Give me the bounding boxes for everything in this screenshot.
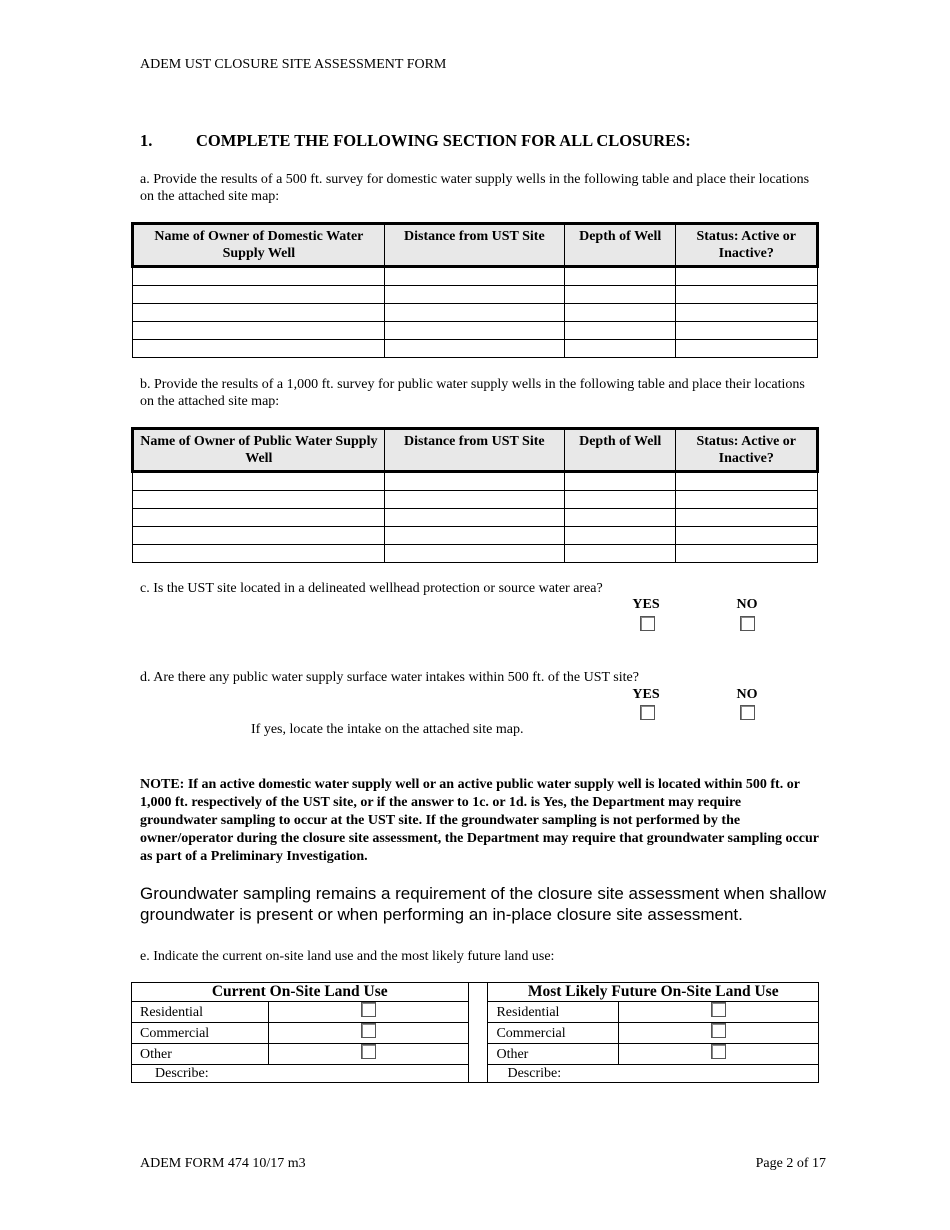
future-land-use-header: Most Likely Future On-Site Land Use: [488, 983, 819, 1002]
question-a: a. Provide the results of a 500 ft. survey for domestic water supply wells in the following table and place their locations on the attached site map:: [140, 172, 810, 204]
question-c: c. Is the UST site located in a delineated wellhead protection or source water area?: [140, 581, 603, 596]
no-label: NO: [736, 687, 758, 702]
table-cell[interactable]: [564, 286, 676, 304]
question-e: e. Indicate the current on-site land use and the most likely future land use:: [140, 949, 555, 964]
table-cell[interactable]: [564, 304, 676, 322]
future-describe-field[interactable]: Describe:: [488, 1065, 819, 1083]
column-header: Status: Active or Inactive?: [676, 429, 818, 472]
section-title: COMPLETE THE FOLLOWING SECTION FOR ALL CLOSURES:: [196, 131, 691, 150]
question-d-no-checkbox[interactable]: [740, 705, 755, 720]
section-heading: [140, 131, 691, 151]
table-cell[interactable]: [564, 491, 676, 509]
table-cell[interactable]: [564, 340, 676, 358]
table-cell[interactable]: [133, 527, 385, 545]
table-cell[interactable]: [133, 545, 385, 563]
table-cell[interactable]: [384, 267, 564, 286]
table-cell[interactable]: [384, 472, 564, 491]
question-d-yes-checkbox[interactable]: [640, 705, 655, 720]
table-cell[interactable]: [676, 286, 818, 304]
table-cell[interactable]: [676, 340, 818, 358]
groundwater-paragraph: Groundwater sampling remains a requirement of the closure site assessment when shallow groundwater is present or when performing an in-place closure site assessment.: [140, 884, 826, 924]
table-cell[interactable]: [133, 472, 385, 491]
table-cell[interactable]: [133, 340, 385, 358]
table-row: [133, 304, 818, 322]
option-label: Commercial: [488, 1023, 619, 1044]
table-cell[interactable]: [564, 527, 676, 545]
table-cell[interactable]: [676, 322, 818, 340]
future-residential-checkbox[interactable]: [711, 1002, 726, 1017]
table-cell[interactable]: [384, 545, 564, 563]
option-label: Other: [132, 1044, 269, 1065]
table-cell[interactable]: [133, 286, 385, 304]
future-commercial-checkbox[interactable]: [711, 1023, 726, 1038]
page-number: Page 2 of 17: [755, 1156, 826, 1171]
column-header: Status: Active or Inactive?: [676, 224, 818, 267]
table-cell[interactable]: [676, 509, 818, 527]
table-cell[interactable]: [133, 491, 385, 509]
table-spacer: [468, 983, 488, 1083]
note-paragraph: NOTE: If an active domestic water supply well or an active public water supply well is located within 500 ft. or 1,000 ft. respectively of the UST site, or if the answer to 1c. or 1d. is Yes, the Department may require groundwater sampling to occur at the UST site. If the groundwater sampling is not performed by the owner/operator during the closure site assessment, the Department may require that groundwater sampling occur as part of a Preliminary Investigation.: [140, 777, 819, 864]
table-cell[interactable]: [384, 304, 564, 322]
question-c-no-checkbox[interactable]: [740, 616, 755, 631]
table-cell[interactable]: [564, 545, 676, 563]
table-cell[interactable]: [384, 509, 564, 527]
land-use-table: [131, 982, 819, 1083]
column-header: Depth of Well: [564, 429, 676, 472]
table-cell[interactable]: [384, 527, 564, 545]
current-residential-checkbox[interactable]: [361, 1002, 376, 1017]
column-header: Depth of Well: [564, 224, 676, 267]
domestic-wells-table: [131, 222, 819, 358]
form-header: ADEM UST CLOSURE SITE ASSESSMENT FORM: [140, 57, 447, 72]
table-row: [133, 527, 818, 545]
no-label: NO: [736, 597, 758, 612]
table-cell[interactable]: [564, 509, 676, 527]
table-cell[interactable]: [676, 472, 818, 491]
question-c-yes-checkbox[interactable]: [640, 616, 655, 631]
table-cell[interactable]: [133, 322, 385, 340]
current-land-use-header: Current On-Site Land Use: [132, 983, 469, 1002]
table-row: [133, 267, 818, 286]
table-cell[interactable]: [133, 267, 385, 286]
table-cell[interactable]: [384, 286, 564, 304]
option-label: Commercial: [132, 1023, 269, 1044]
question-d: d. Are there any public water supply surface water intakes within 500 ft. of the UST site?: [140, 670, 639, 685]
future-other-checkbox[interactable]: [711, 1044, 726, 1059]
table-row: [133, 340, 818, 358]
current-describe-field[interactable]: Describe:: [132, 1065, 469, 1083]
intake-instruction: If yes, locate the intake on the attached site map.: [251, 722, 524, 737]
section-number: 1.: [140, 131, 153, 150]
table-cell[interactable]: [384, 322, 564, 340]
column-header: Distance from UST Site: [384, 224, 564, 267]
column-header: Name of Owner of Public Water Supply Well: [133, 429, 385, 472]
table-row: [133, 286, 818, 304]
option-label: Residential: [132, 1002, 269, 1023]
column-header: Distance from UST Site: [384, 429, 564, 472]
table-row: [133, 509, 818, 527]
table-cell[interactable]: [384, 491, 564, 509]
yes-label: YES: [632, 597, 660, 612]
option-label: Residential: [488, 1002, 619, 1023]
table-cell[interactable]: [384, 340, 564, 358]
column-header: Name of Owner of Domestic Water Supply Well: [133, 224, 385, 267]
current-other-checkbox[interactable]: [361, 1044, 376, 1059]
table-cell[interactable]: [676, 267, 818, 286]
table-row: [133, 545, 818, 563]
table-cell[interactable]: [564, 322, 676, 340]
table-cell[interactable]: [564, 267, 676, 286]
table-cell[interactable]: [676, 545, 818, 563]
yes-label: YES: [632, 687, 660, 702]
table-cell[interactable]: [133, 509, 385, 527]
public-wells-table: [131, 427, 819, 563]
current-commercial-checkbox[interactable]: [361, 1023, 376, 1038]
table-cell[interactable]: [676, 527, 818, 545]
table-cell[interactable]: [564, 472, 676, 491]
table-row: [133, 491, 818, 509]
question-b: b. Provide the results of a 1,000 ft. survey for public water supply wells in the following table and place their locations on the attached site map:: [140, 377, 805, 409]
table-cell[interactable]: [676, 304, 818, 322]
table-cell[interactable]: [676, 491, 818, 509]
table-row: [133, 322, 818, 340]
form-number: ADEM FORM 474 10/17 m3: [140, 1156, 306, 1171]
option-label: Other: [488, 1044, 619, 1065]
table-cell[interactable]: [133, 304, 385, 322]
table-row: [133, 472, 818, 491]
